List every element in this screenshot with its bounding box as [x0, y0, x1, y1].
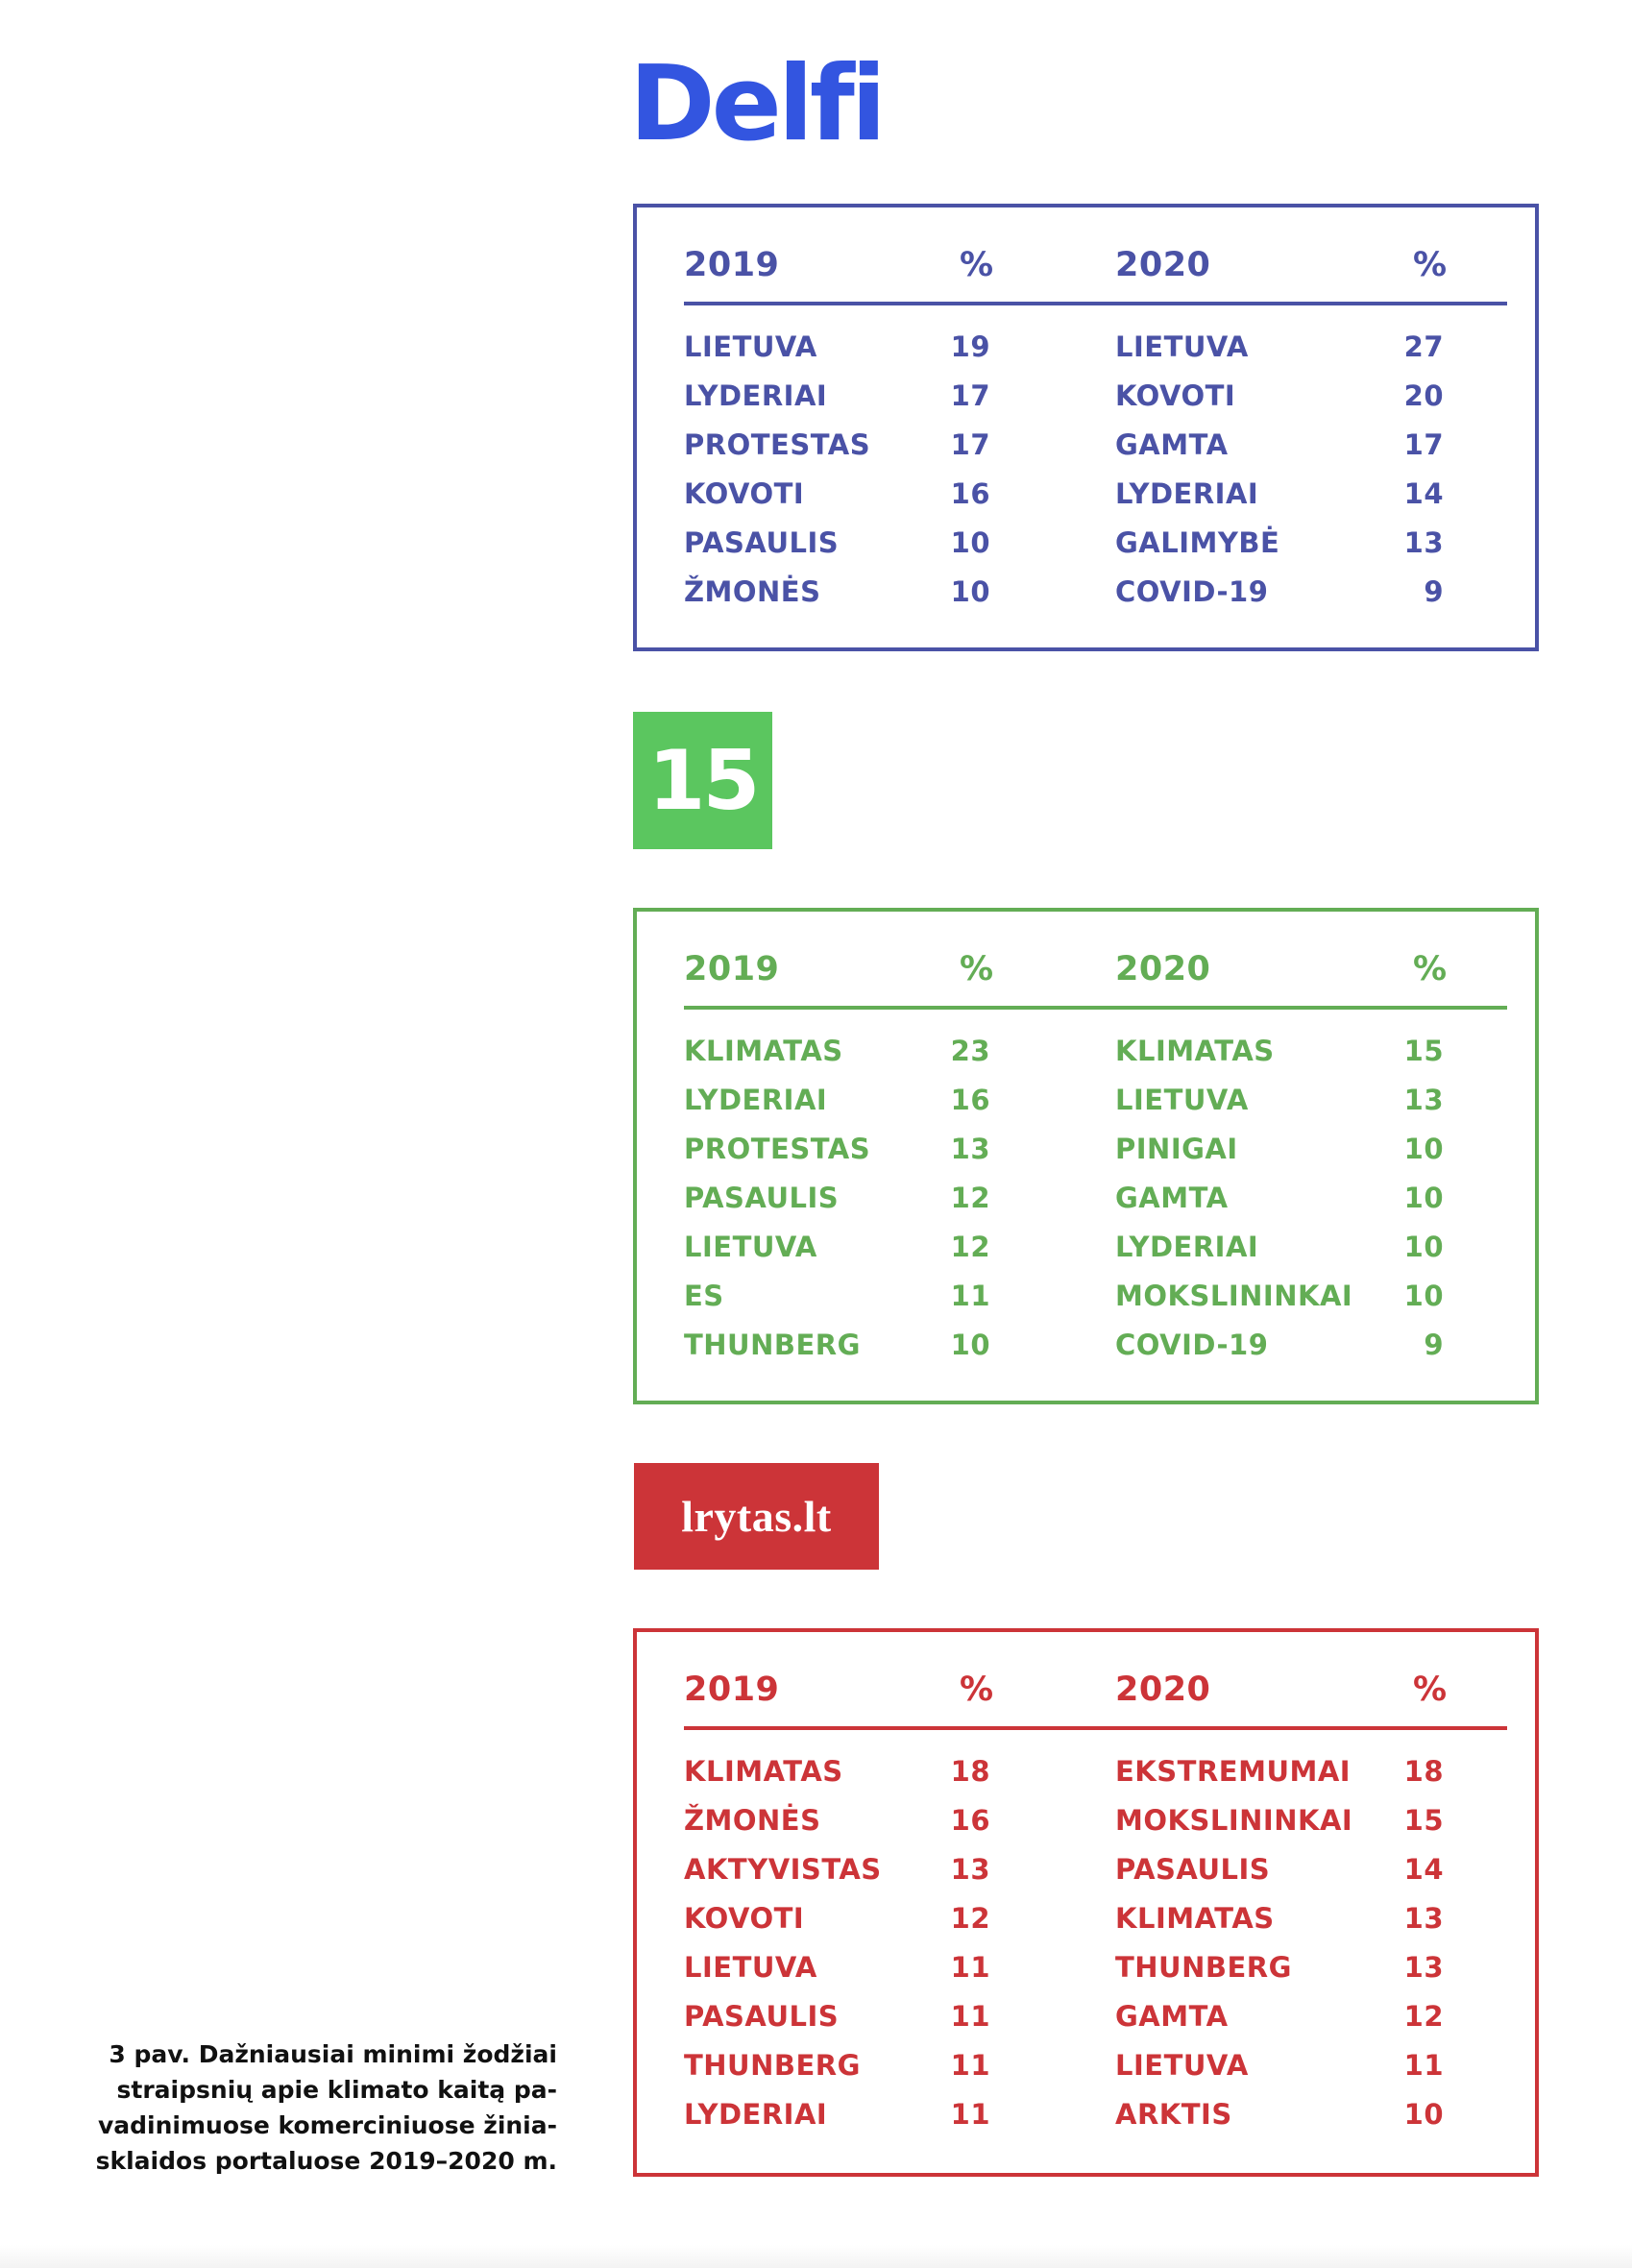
header-year-2019: 2019 — [684, 1671, 780, 1709]
word-2019: PASAULIS — [684, 1182, 840, 1214]
share-2020: 13 — [1403, 1084, 1444, 1116]
word-2020: MOKSLININKAI — [1115, 1280, 1353, 1312]
word-2020: GAMTA — [1115, 1182, 1229, 1214]
share-2020: 10 — [1403, 1182, 1444, 1214]
header-year-2020: 2020 — [1115, 1671, 1211, 1709]
word-2020: KLIMATAS — [1115, 1902, 1275, 1935]
share-2020: 18 — [1403, 1755, 1444, 1788]
word-2020: LIETUVA — [1115, 1084, 1249, 1116]
word-2020: LIETUVA — [1115, 330, 1249, 363]
share-2020: 10 — [1403, 2098, 1444, 2131]
share-2020: 17 — [1403, 428, 1444, 461]
share-2019: 13 — [950, 1133, 990, 1165]
word-2020: ARKTIS — [1115, 2098, 1232, 2131]
fifteen-min-logo: 15 — [633, 712, 772, 849]
word-2020: MOKSLININKAI — [1115, 1804, 1353, 1837]
header-year-2019: 2019 — [684, 950, 780, 988]
header-year-2020: 2020 — [1115, 246, 1211, 284]
word-2019: THUNBERG — [684, 1329, 861, 1361]
fifteen-min-word-table — [633, 908, 1539, 1404]
share-2019: 11 — [950, 2049, 990, 2082]
share-2020: 27 — [1403, 330, 1444, 363]
header-percent: % — [960, 1671, 994, 1709]
word-2019: PASAULIS — [684, 526, 840, 559]
delfi-logo: Delfi — [629, 44, 883, 164]
share-2019: 12 — [950, 1182, 990, 1214]
word-2019: ŽMONĖS — [684, 1804, 821, 1837]
word-2020: GAMTA — [1115, 428, 1229, 461]
header-percent: % — [960, 246, 994, 284]
lrytas-logo: lrytas.lt — [634, 1463, 879, 1570]
share-2020: 15 — [1403, 1804, 1444, 1837]
word-2019: PROTESTAS — [684, 428, 871, 461]
word-2019: LYDERIAI — [684, 2098, 828, 2131]
share-2019: 11 — [950, 1280, 990, 1312]
word-2020: PINIGAI — [1115, 1133, 1238, 1165]
word-2019: ŽMONĖS — [684, 575, 821, 608]
share-2020: 10 — [1403, 1133, 1444, 1165]
share-2020: 20 — [1403, 379, 1444, 412]
word-2019: LYDERIAI — [684, 379, 828, 412]
word-2020: KLIMATAS — [1115, 1035, 1275, 1067]
word-2020: COVID-19 — [1115, 1329, 1269, 1361]
word-2020: LIETUVA — [1115, 2049, 1249, 2082]
share-2019: 17 — [950, 379, 990, 412]
word-2019: LIETUVA — [684, 1951, 817, 1984]
share-2020: 12 — [1403, 2000, 1444, 2033]
share-2019: 11 — [950, 1951, 990, 1984]
figure-caption — [58, 2036, 557, 2179]
share-2019: 10 — [950, 1329, 990, 1361]
share-2019: 10 — [950, 526, 990, 559]
word-2019: KLIMATAS — [684, 1755, 843, 1788]
header-percent: % — [960, 950, 994, 988]
word-2019: ES — [684, 1280, 724, 1312]
share-2020: 14 — [1403, 1853, 1444, 1886]
word-2020: LYDERIAI — [1115, 1231, 1259, 1263]
share-2019: 11 — [950, 2000, 990, 2033]
header-year-2020: 2020 — [1115, 950, 1211, 988]
share-2019: 19 — [950, 330, 990, 363]
page-bottom-shadow — [0, 2245, 1632, 2268]
word-2020: KOVOTI — [1115, 379, 1236, 412]
share-2019: 16 — [950, 1084, 990, 1116]
share-2020: 13 — [1403, 1951, 1444, 1984]
word-2019: LYDERIAI — [684, 1084, 828, 1116]
header-year-2019: 2019 — [684, 246, 780, 284]
word-2019: LIETUVA — [684, 330, 817, 363]
caption-line: straipsnių apie klimato kaitą pa- — [116, 2076, 557, 2104]
word-2020: EKSTREMUMAI — [1115, 1755, 1352, 1788]
share-2020: 9 — [1424, 1329, 1444, 1361]
share-2019: 17 — [950, 428, 990, 461]
header-percent: % — [1413, 1671, 1448, 1709]
share-2019: 12 — [950, 1231, 990, 1263]
word-2019: THUNBERG — [684, 2049, 861, 2082]
caption-line: vadinimuose komerciniuose žinia- — [97, 2111, 557, 2139]
share-2020: 10 — [1403, 1231, 1444, 1263]
share-2019: 10 — [950, 575, 990, 608]
header-percent: % — [1413, 950, 1448, 988]
word-2020: LYDERIAI — [1115, 477, 1259, 510]
share-2019: 12 — [950, 1902, 990, 1935]
share-2020: 15 — [1403, 1035, 1444, 1067]
word-2019: AKTYVISTAS — [684, 1853, 882, 1886]
word-2019: KOVOTI — [684, 477, 805, 510]
delfi-word-table — [633, 204, 1539, 651]
word-2020: GAMTA — [1115, 2000, 1229, 2033]
word-2020: PASAULIS — [1115, 1853, 1271, 1886]
header-percent: % — [1413, 246, 1448, 284]
share-2020: 10 — [1403, 1280, 1444, 1312]
share-2020: 13 — [1403, 526, 1444, 559]
word-2020: THUNBERG — [1115, 1951, 1292, 1984]
header-divider — [684, 1726, 1507, 1730]
word-2019: PASAULIS — [684, 2000, 840, 2033]
share-2019: 18 — [950, 1755, 990, 1788]
share-2020: 9 — [1424, 575, 1444, 608]
share-2019: 23 — [950, 1035, 990, 1067]
word-2020: COVID-19 — [1115, 575, 1269, 608]
share-2020: 13 — [1403, 1902, 1444, 1935]
share-2019: 11 — [950, 2098, 990, 2131]
header-divider — [684, 302, 1507, 305]
word-2019: LIETUVA — [684, 1231, 817, 1263]
word-2019: PROTESTAS — [684, 1133, 871, 1165]
word-2019: KOVOTI — [684, 1902, 805, 1935]
word-2019: KLIMATAS — [684, 1035, 843, 1067]
share-2019: 13 — [950, 1853, 990, 1886]
header-divider — [684, 1006, 1507, 1010]
caption-line: sklaidos portaluose 2019–2020 m. — [95, 2147, 557, 2175]
caption-line: 3 pav. Dažniausiai minimi žodžiai — [109, 2040, 557, 2068]
share-2020: 11 — [1403, 2049, 1444, 2082]
share-2020: 14 — [1403, 477, 1444, 510]
share-2019: 16 — [950, 477, 990, 510]
lrytas-word-table — [633, 1628, 1539, 2177]
share-2019: 16 — [950, 1804, 990, 1837]
word-2020: GALIMYBĖ — [1115, 526, 1280, 559]
